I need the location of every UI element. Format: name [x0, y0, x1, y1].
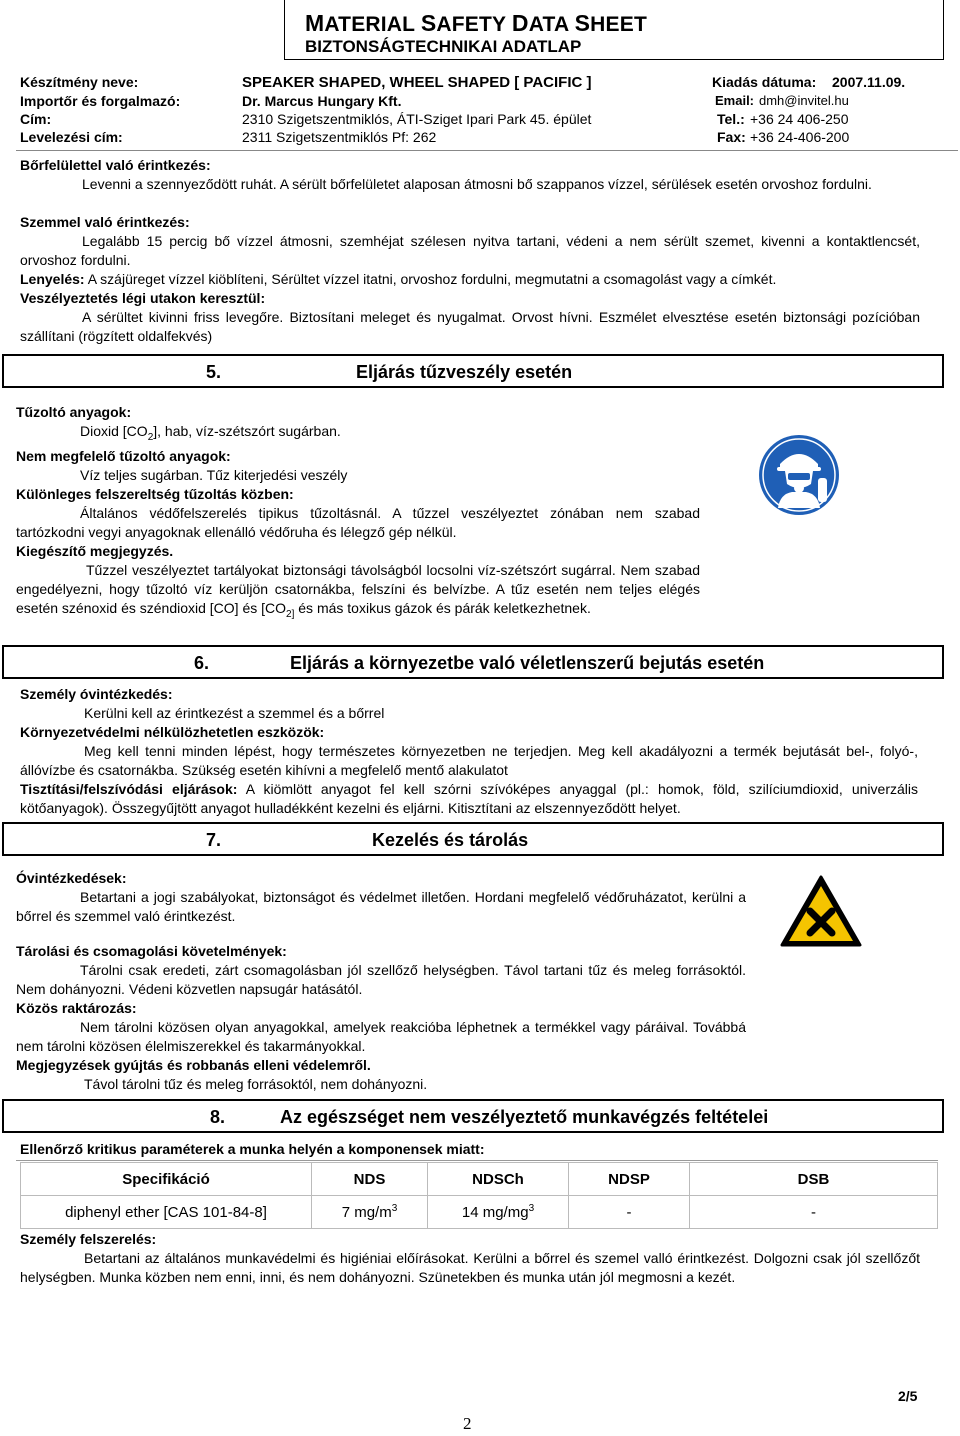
common-storage-label: Közös raktározás:: [16, 1000, 137, 1016]
agents-text-a: Dioxid [CO: [80, 423, 148, 439]
note-subscript: 2]: [286, 608, 295, 620]
title-word: AFETY: [436, 13, 512, 36]
common-storage-text: Nem tárolni közösen olyan anyagokkal, amelyek reakcióba léphetnek a termékkel vagy páráival. Továbbá nem tárolni közösen élelmiszerekkel és takarmányokkal.: [16, 1019, 746, 1054]
note-text-b: és más toxikus gázok és párák keletkezhetnek.: [294, 599, 591, 616]
issue-date-label: Kiadás dátuma:: [712, 74, 817, 90]
environmental-measures-label: Környezetvédelmi nélkülözhetetlen eszközök:: [20, 724, 325, 740]
title-word: ATA: [528, 13, 575, 36]
personal-equipment-text: Betartani az általános munkavédelmi és higiéniai előírásokat. Kerülni a bőrrel és szemel valló érintkezést. Dolgozni csak jól szellőzőt helységben. Munka közben nem enni, inni, és nem dohányozni. Szünetekben és munka után jól megmosni a kezét.: [20, 1250, 920, 1285]
precautions-label: Óvintézkedések:: [16, 870, 127, 886]
personal-equipment-block: [20, 1230, 920, 1287]
skin-contact-block: [20, 156, 920, 194]
ndsch-superscript: 3: [528, 1203, 535, 1214]
personal-precautions-label: Személy óvintézkedés:: [20, 686, 173, 702]
col-ndsp: NDSP: [569, 1163, 690, 1196]
additional-note-text: [16, 561, 700, 624]
document-title: [305, 10, 647, 37]
cell-ndsch: [428, 1196, 569, 1229]
section-7-number: 7.: [206, 830, 222, 850]
extinguishing-agents-label: Tűzoltó anyagok:: [16, 404, 132, 420]
parameters-divider: [16, 1160, 938, 1161]
section-6-number: 6.: [194, 653, 210, 673]
firefighting-equipment-text: Általános védőfelszerelés tipikus tűzoltásnál. A tűzzel veszélyeztet zónában nem szabad tartózkodni vegyi anyagoknak ellenálló védőruha és lélegző gép nélkül.: [16, 504, 700, 540]
eye-contact-block: [20, 213, 920, 270]
section-6-body: [20, 685, 918, 818]
note-text-a: Tűzzel veszélyeztet tartályokat biztonsági távolságból locsolni víz-szétszórt sugárral. Nem szabad engedélyezni, hogy tűzoltó víz kerüljön csatornákba, felszíni és belvízbe. A tűz esetén nem teljes elégés esetén szénoxid és széndioxid [CO] és [CO: [16, 561, 700, 616]
col-specification: Specifikáció: [21, 1163, 312, 1196]
unsuitable-agents-text: Víz teljes sugárban. Tűz kiterjedési veszély: [80, 466, 348, 483]
nds-value: 7 mg/m: [341, 1204, 392, 1221]
table-row: [21, 1196, 938, 1229]
page-number-center: 2: [463, 1414, 472, 1433]
ingestion-block: [20, 270, 920, 289]
product-value: SPEAKER SHAPED, WHEEL SHAPED [ PACIFIC ]: [242, 74, 592, 91]
col-dsb: DSB: [690, 1163, 938, 1196]
fire-protection-text: Távol tárolni tűz és meleg forrásoktól, nem dohányozni.: [84, 1076, 428, 1092]
title-letter: S: [420, 10, 437, 36]
section-5-body: [16, 403, 700, 624]
personal-equipment-label: Személy felszerelés:: [20, 1231, 157, 1247]
inhalation-block: [20, 289, 920, 346]
cell-spec: diphenyl ether [CAS 101-84-8]: [21, 1196, 312, 1229]
cell-ndsp: -: [569, 1196, 690, 1229]
cell-dsb: -: [690, 1196, 938, 1229]
table-header-row: [21, 1163, 938, 1196]
section-7-body: [16, 869, 746, 1094]
importer-value: Dr. Marcus Hungary Kft.: [242, 93, 402, 109]
cleanup-text: A kiömlött anyagot fel kell szórni szívóképes anyaggal (pl.: homok, föld, szilíciumdioxid, univerzális kötőanyagok). Összegyűjtött anyagot hulladékként kezelni és eljárni. Kitisztítani az elszennyeződött helyet.: [20, 781, 918, 816]
title-word: HEET: [590, 13, 647, 36]
section-5-header: [2, 354, 944, 388]
exposure-limits-table: [20, 1162, 938, 1229]
skin-contact-text: Levenni a szennyeződött ruhát. A sérült bőrfelületet alaposan átmosni bő szappanos vízzel, sérülések esetén orvoshoz fordulni.: [82, 176, 872, 192]
address-value: 2310 Szigetszentmiklós, ÁTI-Sziget Ipari Park 45. épület: [242, 111, 592, 127]
fire-protection-label: Megjegyzések gyújtás és robbanás elleni védelemről.: [16, 1057, 371, 1073]
address-label: Cím:: [20, 111, 52, 127]
section-8-header: [2, 1099, 944, 1133]
inhalation-label: Veszélyeztetés légi utakon keresztül:: [20, 290, 266, 306]
agents-subscript: 2: [147, 431, 154, 443]
section-8-number: 8.: [210, 1107, 226, 1127]
eye-contact-text: Legalább 15 percig bő vízzel átmosni, szemhéjat szélesen nyitva tartani, védeni a nem sérült szemet, kivenni a kontaktlencsét, orvoshoz fordulni.: [20, 233, 920, 268]
page-number-right: 2/5: [898, 1388, 918, 1404]
ingestion-label: Lenyelés:: [20, 271, 85, 287]
issue-date-value: 2007.11.09.: [832, 74, 906, 90]
ingestion-text: A szájüreget vízzel kiöblíteni, Sérültet vízzel itatni, orvoshoz fordulni, megmutatni a csomagolást vagy a címkét.: [84, 271, 777, 287]
nds-superscript: 3: [391, 1203, 398, 1214]
inhalation-text: A sérültet kivinni friss levegőre. Biztosítani meleget és nyugalmat. Orvost hívni. Eszmélet elvesztése esetén biztonsági pozícióban szállítani (rögzített oldalfekvés): [20, 309, 920, 344]
title-letter: M: [305, 10, 325, 36]
cleanup-block: [20, 780, 918, 818]
mail-address-label: Levelezési cím:: [20, 129, 123, 145]
col-ndsch: NDSCh: [428, 1163, 569, 1196]
email-label: Email:: [715, 93, 755, 108]
product-label: Készítmény neve:: [20, 74, 139, 90]
title-letter: D: [511, 10, 529, 36]
section-7-title: Kezelés és tárolás: [372, 830, 529, 850]
fax-value: +36 24-406-200: [750, 129, 850, 145]
section-6-title: Eljárás a környezetbe való véletlenszerű bejutás esetén: [290, 653, 765, 673]
section-5-title: Eljárás tűzveszély esetén: [356, 362, 573, 382]
precautions-text: Betartani a jogi szabályokat, biztonságot és védelmet illetően. Hordani megfelelő védőruházatot, kerülni a bőrrel és szemmel való érintkezést.: [16, 889, 746, 924]
title-letter: S: [574, 10, 591, 36]
ndsch-value: 14 mg/mg: [461, 1204, 529, 1221]
mail-address-value: 2311 Szigetszentmiklós Pf: 262: [242, 129, 437, 145]
cleanup-label: Tisztítási/felszívódási eljárások:: [20, 781, 238, 797]
storage-label: Tárolási és csomagolási követelmények:: [16, 943, 287, 959]
skin-contact-label: Bőrfelülettel való érintkezés:: [20, 157, 211, 173]
title-word: ATERIAL: [324, 13, 421, 36]
section-7-header: [2, 822, 944, 856]
storage-text: Tárolni csak eredeti, zárt csomagolásban jól szellőző helységben. Távol tartani tűz és meleg forrásoktól. Nem dohányozni. Védeni közvetlen napsugár hatásától.: [16, 962, 746, 997]
section-6-header: [2, 645, 944, 679]
tel-label: Tel.:: [717, 111, 745, 127]
personal-precautions-text: Kerülni kell az érintkezést a szemmel és a bőrrel: [84, 705, 385, 721]
additional-note-label: Kiegészítő megjegyzés.: [16, 542, 174, 559]
importer-label: Importőr és forgalmazó:: [20, 93, 181, 109]
agents-text-b: ], hab, víz-szétszórt sugárban.: [153, 423, 341, 439]
unsuitable-agents-label: Nem megfelelő tűzoltó anyagok:: [16, 447, 231, 464]
eye-contact-label: Szemmel való érintkezés:: [20, 214, 190, 230]
environmental-measures-text: Meg kell tenni minden lépést, hogy természetes környezetben ne terjedjen. Meg kell akadályozni a termék bejutását bel-, folyó-, állóvízbe és csatornákba. Szükség esetén kihívni a megfelelő mentő alakulatot: [20, 743, 918, 778]
header-divider: [16, 150, 958, 151]
section-8-title: Az egészséget nem veszélyeztető munkavégzés feltételei: [280, 1107, 769, 1127]
harmful-irritant-warning-icon: [779, 874, 863, 948]
email-value: dmh@invitel.hu: [759, 93, 849, 108]
fax-label: Fax:: [717, 129, 746, 145]
cell-nds: [312, 1196, 428, 1229]
extinguishing-agents-text: [16, 422, 700, 447]
section-5-number: 5.: [206, 362, 222, 382]
critical-parameters-label: Ellenőrző kritikus paraméterek a munka helyén a komponensek miatt:: [20, 1141, 485, 1157]
document-subtitle: BIZTONSÁGTECHNIKAI ADATLAP: [305, 37, 582, 56]
tel-value: +36 24 406-250: [750, 111, 849, 127]
title-box: [284, 0, 944, 60]
breathing-apparatus-mandatory-icon: [758, 434, 840, 516]
col-nds: NDS: [312, 1163, 428, 1196]
firefighting-equipment-label: Különleges felszereltség tűzoltás közben:: [16, 485, 294, 502]
